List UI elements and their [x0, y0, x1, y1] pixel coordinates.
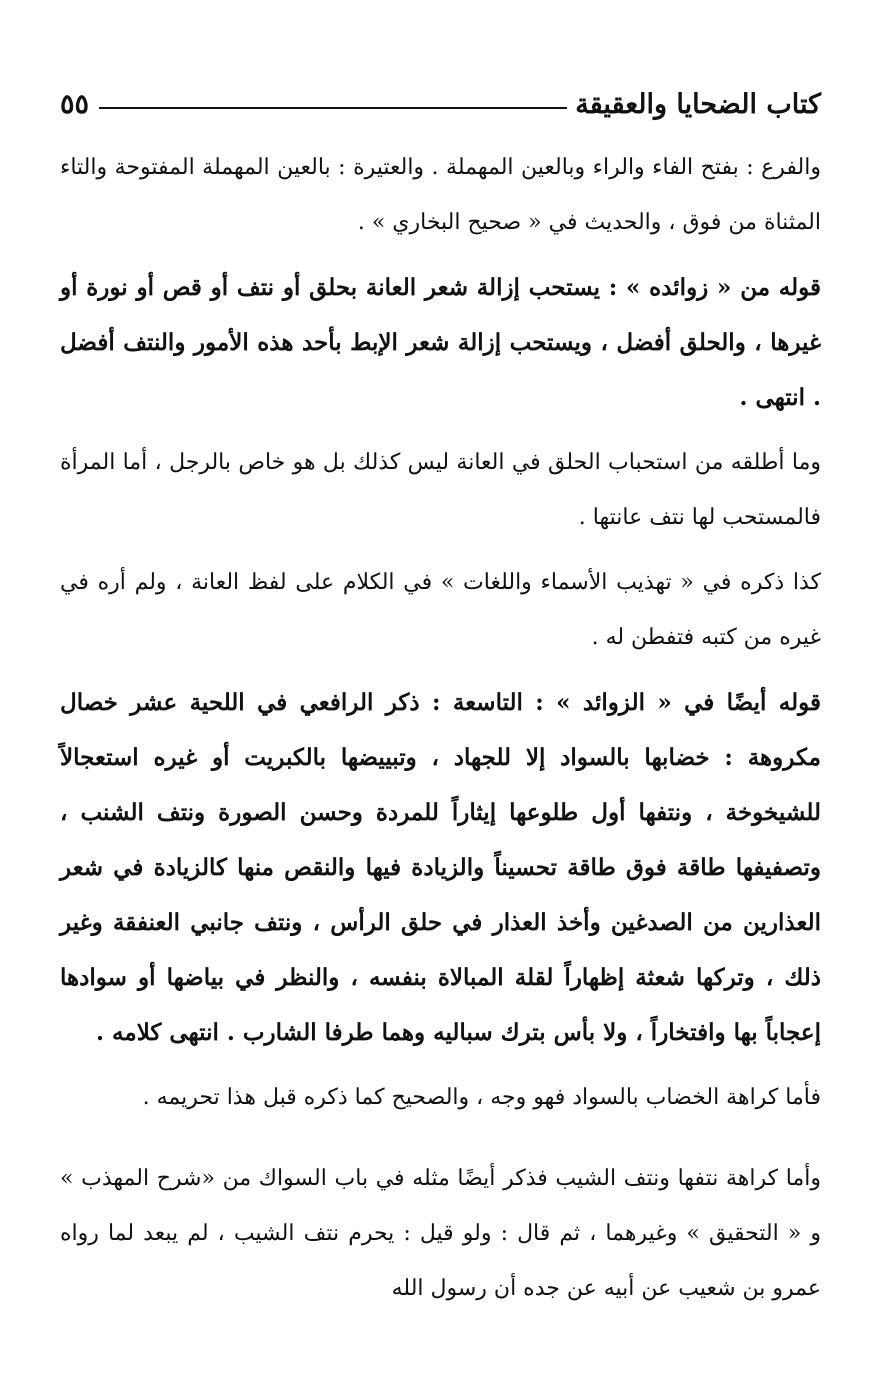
page-number: ٥٥ — [60, 88, 90, 120]
paragraph-comment-black-dye: فأما كراهة الخضاب بالسواد فهو وجه ، والصحيح كما ذكره قبل هذا تحريمه . — [142, 1085, 821, 1110]
running-title: كتاب الضحايا والعقيقة — [575, 88, 821, 120]
paragraph-comment-shaving: وما أطلقه من استحباب الحلق في العانة ليس كذلك بل هو خاص بالرجل ، أما المرأة فالمستحب لها نتف عانتها . — [60, 450, 821, 530]
header-rule — [99, 107, 567, 109]
paragraph-source-tahdhib: كذا ذكره في « تهذيب الأسماء واللغات » في الكلام على لفظ العانة ، ولم أره في غيره من كتبه فتفطن له . — [60, 570, 821, 650]
page-body — [60, 140, 821, 1326]
paragraph-quote-beard-ten-traits: قوله أيضًا في « الزوائد » : التاسعة : ذكر الرافعي في اللحية عشر خصال مكروهة : خضابها بالسواد إلا للجهاد ، وتبييضها بالكبريت أو غيره استعجالاً للشيخوخة ، ونتفها أول طلوعها إيثاراً للمردة وحسن الصورة ونتف الشنب ، وتصفيفها طاقة فوق طاقة تحسيناً والزيادة فيها والنقص منها كالزيادة في شعر العذارين من الصدغين وأخذ العذار في حلق الرأس ، ونتف جانبي العنفقة وغير ذلك ، وتركها شعثة إظهاراً لقلة المبالاة بنفسه ، والنظر في بياضها أو سوادها إعجاباً بها وافتخاراً ، ولا بأس بترك سباليه وهما طرفا الشارب . انتهى كلامه . — [60, 689, 821, 1046]
paragraph-quote-zawaid-pubic-hair: قوله من « زوائده » : يستحب إزالة شعر العانة بحلق أو نتف أو قص أو نورة أو غيرها ، والحلق أفضل ، ويستحب إزالة شعر الإبط بأحد هذه الأمور والنتف أفضل . انتهى . — [60, 274, 821, 411]
page-header — [60, 84, 821, 124]
paragraph-definition-farʿ: والفرع : بفتح الفاء والراء وبالعين المهملة . والعتيرة : بالعين المهملة المفتوحة والتاء المثناة من فوق ، والحديث في « صحيح البخاري » . — [60, 155, 821, 235]
paragraph-comment-plucking-grey: وأما كراهة نتفها ونتف الشيب فذكر أيضًا مثله في باب السواك من «شرح المهذب » و « التحقيق » وغيرهما ، ثم قال : ولو قيل : يحرم نتف الشيب ، لم يبعد لما رواه عمرو بن شعيب عن أبيه عن جده أن رسول الله — [60, 1166, 821, 1301]
